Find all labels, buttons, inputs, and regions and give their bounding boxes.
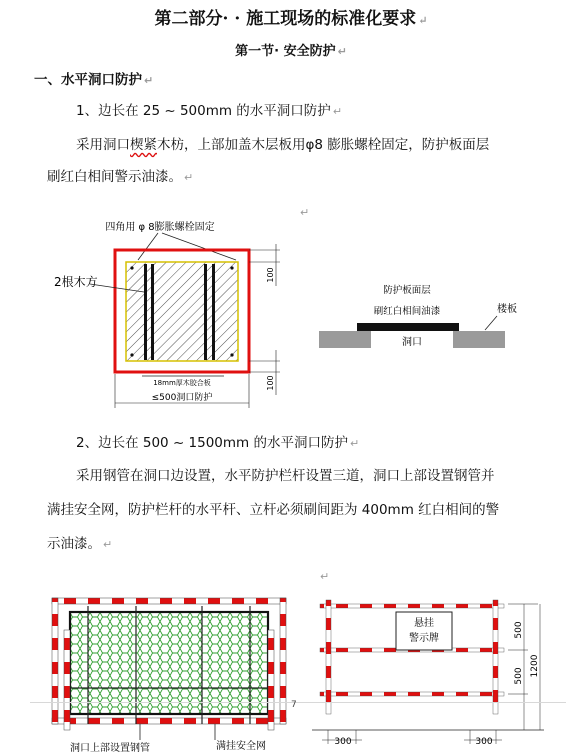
sign-line1: 悬挂 [414, 618, 434, 629]
section-title [0, 40, 582, 59]
slab-left [319, 331, 371, 348]
bolt-dot [230, 353, 233, 356]
top-rail [320, 604, 504, 608]
figure-railing-elevation [312, 594, 550, 756]
item2-line3-text: 示油漆。 [47, 536, 101, 552]
rail-top [52, 598, 286, 604]
wood-beam-2 [151, 264, 154, 360]
paint-label-1: 防护板面层 [383, 285, 431, 296]
part-title-text: 第二部分· · 施工现场的标准化要求 [154, 9, 417, 29]
right-post [493, 600, 498, 714]
board-label: 18mm厚木胶合板 [153, 379, 211, 387]
hole-label: 洞口 [402, 337, 422, 348]
bolt-label: 四角用 φ 8膨胀螺栓固定 [105, 222, 215, 233]
item2-title [76, 435, 359, 452]
page-separator [30, 702, 566, 703]
item2-line1-text: 采用钢管在洞口边设置，水平防护栏杆设置三道，洞口上部设置钢管并 [76, 468, 495, 484]
paragraph-mark: ↵ [337, 45, 347, 58]
post-right [280, 598, 286, 724]
hatched-cover-board [126, 262, 238, 361]
rail-bottom [52, 718, 286, 724]
dim-total-label: 1200 [530, 654, 540, 678]
bolt-dot [230, 266, 233, 269]
paragraph-mark: ↵ [103, 538, 113, 551]
figure-small-hole-plan [40, 200, 300, 415]
wood-beam-1 [144, 264, 147, 360]
section-title-text: 第一节· 安全防护 [235, 44, 336, 59]
item2-title-text: 2、边长在 500 ~ 1500mm 的水平洞口防护 [76, 435, 348, 451]
cover-board-section [357, 323, 459, 331]
dim-lower-label: 500 [514, 667, 524, 685]
paragraph-mark: ↵ [418, 14, 428, 27]
dim-upper-label: 500 [514, 621, 524, 639]
paragraph-mark: ↵ [144, 74, 154, 87]
paragraph-mark: ↵ [184, 171, 194, 184]
paragraph-mark: ↵ [350, 437, 360, 450]
part-title [0, 4, 582, 29]
span-label: ≤500洞口防护 [151, 393, 213, 403]
figure-large-hole-plan [40, 590, 295, 756]
left-post [326, 600, 331, 714]
item1-line1-underlined: 楔紧 [130, 137, 157, 153]
dim-left-label: 300 [334, 737, 352, 747]
wood-beam-4 [212, 264, 215, 360]
floor-leader-line [485, 316, 497, 330]
item2-paragraph-line3 [47, 536, 112, 553]
subsection-title-text: 一、水平洞口防护 [34, 72, 142, 88]
paragraph-mark: ↵ [320, 570, 330, 583]
sign-line2: 警示牌 [409, 633, 439, 644]
bolt-leader-line-left [138, 233, 158, 260]
item1-line2-text: 刷红白相间警示油漆。 [47, 169, 182, 185]
wood-beam-3 [204, 264, 207, 360]
dim-top-label: 100 [266, 267, 275, 283]
item2-line2-text: 满挂安全网，防护栏杆的水平杆、立杆必须刷间距为 400mm 红白相间的警 [47, 502, 500, 518]
post-left [52, 598, 58, 724]
figure-small-hole-section [315, 272, 555, 352]
item1-line1-prefix: 采用洞口 [76, 137, 130, 153]
post-inner-right [268, 630, 274, 730]
post-inner-left [64, 630, 70, 730]
item2-paragraph-line1 [76, 468, 495, 484]
paint-label-2: 刷红白相间油漆 [373, 306, 441, 317]
page-number: 7 [291, 700, 297, 710]
bottom-rail [320, 692, 504, 696]
safety-net [70, 612, 268, 714]
pipe-label: 洞口上部设置钢管 [70, 743, 150, 754]
wood-label: 2根木方 [54, 275, 98, 289]
dim-right-label: 300 [475, 737, 493, 747]
item1-line1-suffix: 木枋，上部加盖木层板用φ8 膨胀螺栓固定，防护板面层 [157, 137, 490, 153]
dim-bottom-label: 100 [266, 375, 275, 391]
bolt-dot [130, 266, 133, 269]
subsection-title [34, 68, 153, 88]
item2-paragraph-line2 [47, 502, 499, 518]
net-label: 满挂安全网 [216, 741, 266, 752]
floor-label: 楼板 [497, 304, 517, 315]
item1-paragraph-line2 [47, 169, 193, 186]
paragraph-mark: ↵ [300, 206, 310, 219]
item1-paragraph-line1 [76, 137, 489, 153]
item1-title-text: 1、边长在 25 ~ 500mm 的水平洞口防护 [76, 103, 331, 119]
paragraph-mark: ↵ [332, 105, 343, 118]
slab-right [453, 331, 505, 348]
bolt-leader-line-right [162, 233, 236, 260]
item1-title [76, 103, 342, 120]
bolt-dot [130, 353, 133, 356]
